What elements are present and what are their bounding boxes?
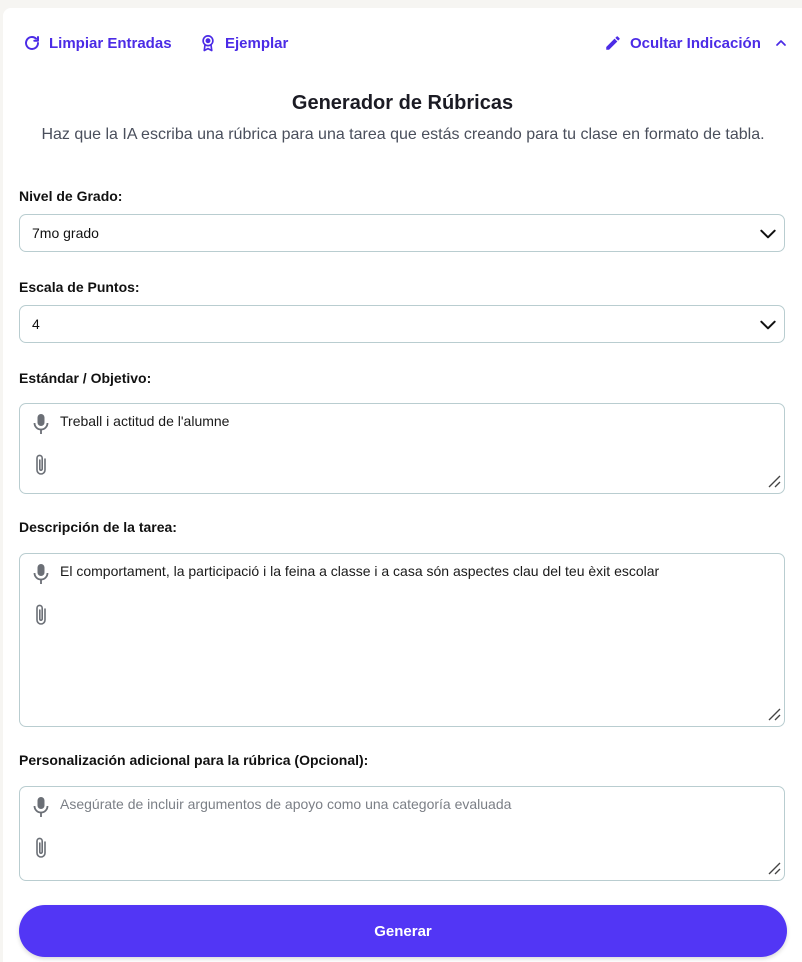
example-label: Ejemplar xyxy=(225,34,289,52)
customization-label: Personalización adicional para la rúbrica (Opcional): xyxy=(19,752,369,768)
standard-label: Estándar / Objetivo: xyxy=(19,370,152,386)
resize-handle-icon[interactable] xyxy=(766,473,782,489)
paperclip-icon[interactable] xyxy=(32,453,50,477)
paperclip-icon[interactable] xyxy=(32,603,50,627)
resize-handle-icon[interactable] xyxy=(766,706,782,722)
award-icon xyxy=(199,34,217,52)
chevron-up-icon xyxy=(773,35,789,51)
customization-placeholder: Asegúrate de incluir argumentos de apoyo como una categoría evaluada xyxy=(60,796,512,812)
grade-level-label: Nivel de Grado: xyxy=(19,188,123,204)
chevron-down-icon xyxy=(758,315,778,335)
paperclip-icon[interactable] xyxy=(32,836,50,860)
example-button[interactable] xyxy=(199,32,288,54)
pencil-icon xyxy=(604,34,622,52)
point-scale-select[interactable] xyxy=(19,305,785,343)
toolbar xyxy=(3,8,802,78)
customization-textarea[interactable] xyxy=(19,786,785,881)
hide-prompt-button[interactable] xyxy=(604,32,789,54)
hide-prompt-label: Ocultar Indicación xyxy=(630,34,761,52)
generate-button[interactable] xyxy=(19,905,787,957)
page-subtitle: Haz que la IA escriba una rúbrica para una tarea que estás creando para tu clase en formato de tabla. xyxy=(41,126,765,143)
page-title: Generador de Rúbricas xyxy=(291,92,514,114)
rubric-generator-card xyxy=(3,8,802,962)
grade-level-select[interactable] xyxy=(19,214,785,252)
standard-textarea[interactable] xyxy=(19,403,785,494)
task-description-textarea[interactable] xyxy=(19,553,785,727)
microphone-icon[interactable] xyxy=(32,413,50,435)
chevron-down-icon xyxy=(758,224,778,244)
resize-handle-icon[interactable] xyxy=(766,860,782,876)
grade-level-value: 7mo grado xyxy=(32,225,99,241)
microphone-icon[interactable] xyxy=(32,796,50,818)
task-description-text: El comportament, la participació i la feina a classe i a casa són aspectes clau del teu èxit escolar xyxy=(60,563,660,579)
point-scale-value: 4 xyxy=(32,316,40,332)
microphone-icon[interactable] xyxy=(32,563,50,585)
point-scale-label: Escala de Puntos: xyxy=(19,279,140,295)
refresh-icon xyxy=(23,34,41,52)
standard-text: Treball i actitud de l'alumne xyxy=(60,413,230,429)
clear-inputs-label: Limpiar Entradas xyxy=(49,34,172,52)
task-description-label: Descripción de la tarea: xyxy=(19,519,177,535)
generate-label: Generar xyxy=(374,922,432,940)
clear-inputs-button[interactable] xyxy=(23,32,172,54)
